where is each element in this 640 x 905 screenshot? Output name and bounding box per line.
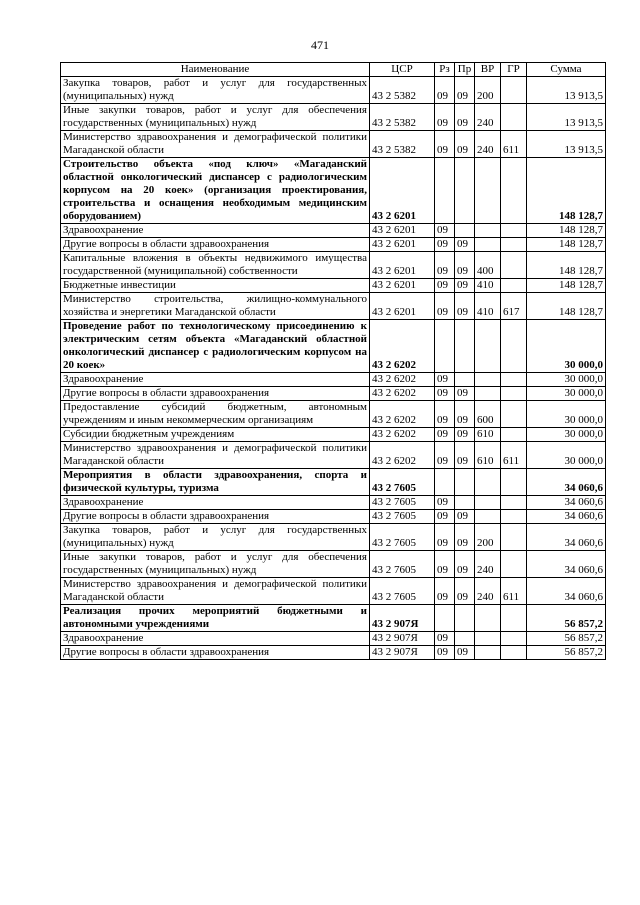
header-vr: ВР	[475, 63, 501, 77]
cell-name: Предоставление субсидий бюджетным, автономным учреждениям и иным некоммерческим организациям	[61, 401, 370, 428]
table-row	[61, 578, 606, 605]
cell-sum: 148 128,7	[527, 279, 606, 293]
cell-csr: 43 2 6202	[370, 442, 435, 469]
cell-vr: 240	[475, 551, 501, 578]
header-pr: Пр	[455, 63, 475, 77]
cell-pr: 09	[455, 428, 475, 442]
cell-csr: 43 2 5382	[370, 131, 435, 158]
cell-rz: 09	[435, 551, 455, 578]
cell-gr	[501, 224, 527, 238]
table-row	[61, 387, 606, 401]
cell-csr: 43 2 907Я	[370, 632, 435, 646]
header-name: Наименование	[61, 63, 370, 77]
cell-name: Министерство строительства, жилищно-коммунального хозяйства и энергетики Магаданской области	[61, 293, 370, 320]
cell-sum: 30 000,0	[527, 387, 606, 401]
cell-csr: 43 2 6201	[370, 238, 435, 252]
cell-csr: 43 2 7605	[370, 469, 435, 496]
cell-gr	[501, 401, 527, 428]
cell-rz: 09	[435, 632, 455, 646]
cell-sum: 34 060,6	[527, 578, 606, 605]
table-row	[61, 238, 606, 252]
cell-csr: 43 2 6202	[370, 373, 435, 387]
cell-gr	[501, 373, 527, 387]
cell-rz: 09	[435, 401, 455, 428]
table-row	[61, 104, 606, 131]
cell-pr: 09	[455, 524, 475, 551]
cell-vr	[475, 320, 501, 373]
cell-vr: 610	[475, 428, 501, 442]
cell-gr	[501, 632, 527, 646]
cell-gr	[501, 387, 527, 401]
cell-gr	[501, 279, 527, 293]
cell-sum: 30 000,0	[527, 320, 606, 373]
cell-vr: 200	[475, 77, 501, 104]
cell-vr	[475, 469, 501, 496]
cell-csr: 43 2 6201	[370, 252, 435, 279]
cell-csr: 43 2 6202	[370, 387, 435, 401]
cell-pr: 09	[455, 442, 475, 469]
table-row	[61, 320, 606, 373]
cell-sum: 148 128,7	[527, 252, 606, 279]
cell-gr	[501, 158, 527, 224]
cell-sum: 13 913,5	[527, 131, 606, 158]
cell-csr: 43 2 7605	[370, 551, 435, 578]
cell-pr: 09	[455, 77, 475, 104]
cell-vr	[475, 373, 501, 387]
cell-csr: 43 2 6201	[370, 279, 435, 293]
cell-csr: 43 2 7605	[370, 496, 435, 510]
cell-csr: 43 2 6201	[370, 158, 435, 224]
cell-rz: 09	[435, 578, 455, 605]
table-row	[61, 131, 606, 158]
cell-name: Здравоохранение	[61, 373, 370, 387]
cell-pr: 09	[455, 387, 475, 401]
cell-rz: 09	[435, 131, 455, 158]
table-row	[61, 401, 606, 428]
cell-sum: 34 060,6	[527, 551, 606, 578]
cell-gr	[501, 496, 527, 510]
cell-csr: 43 2 6201	[370, 224, 435, 238]
cell-csr: 43 2 7605	[370, 524, 435, 551]
cell-rz: 09	[435, 252, 455, 279]
cell-pr	[455, 158, 475, 224]
cell-pr	[455, 469, 475, 496]
cell-vr	[475, 632, 501, 646]
cell-name: Мероприятия в области здравоохранения, спорта и физической культуры, туризма	[61, 469, 370, 496]
cell-csr: 43 2 6202	[370, 428, 435, 442]
cell-pr	[455, 373, 475, 387]
cell-rz: 09	[435, 104, 455, 131]
cell-rz: 09	[435, 646, 455, 660]
cell-vr	[475, 224, 501, 238]
cell-name: Министерство здравоохранения и демографической политики Магаданской области	[61, 131, 370, 158]
cell-vr: 410	[475, 279, 501, 293]
cell-name: Здравоохранение	[61, 496, 370, 510]
header-row	[61, 63, 606, 77]
cell-rz: 09	[435, 77, 455, 104]
header-rz: Рз	[435, 63, 455, 77]
table-row	[61, 428, 606, 442]
table-row	[61, 442, 606, 469]
cell-name: Министерство здравоохранения и демографической политики Магаданской области	[61, 442, 370, 469]
table-row	[61, 632, 606, 646]
cell-pr: 09	[455, 104, 475, 131]
header-sum: Сумма	[527, 63, 606, 77]
page-number: 471	[311, 38, 329, 52]
cell-name: Здравоохранение	[61, 632, 370, 646]
cell-rz: 09	[435, 428, 455, 442]
cell-sum: 56 857,2	[527, 605, 606, 632]
cell-pr: 09	[455, 646, 475, 660]
cell-csr: 43 2 6202	[370, 401, 435, 428]
table-row	[61, 469, 606, 496]
cell-csr: 43 2 6201	[370, 293, 435, 320]
cell-vr: 410	[475, 293, 501, 320]
cell-sum: 34 060,6	[527, 469, 606, 496]
cell-pr	[455, 320, 475, 373]
cell-rz: 09	[435, 524, 455, 551]
cell-vr: 600	[475, 401, 501, 428]
cell-gr	[501, 510, 527, 524]
cell-gr	[501, 605, 527, 632]
budget-table	[60, 62, 606, 660]
cell-csr: 43 2 907Я	[370, 605, 435, 632]
cell-pr: 09	[455, 401, 475, 428]
cell-pr: 09	[455, 510, 475, 524]
cell-gr	[501, 428, 527, 442]
cell-name: Бюджетные инвестиции	[61, 279, 370, 293]
header-gr: ГР	[501, 63, 527, 77]
cell-csr: 43 2 7605	[370, 578, 435, 605]
cell-gr: 617	[501, 293, 527, 320]
cell-sum: 30 000,0	[527, 428, 606, 442]
table-row	[61, 158, 606, 224]
cell-gr	[501, 469, 527, 496]
cell-gr: 611	[501, 578, 527, 605]
cell-sum: 56 857,2	[527, 632, 606, 646]
cell-sum: 148 128,7	[527, 293, 606, 320]
header-csr: ЦСР	[370, 63, 435, 77]
cell-rz: 09	[435, 224, 455, 238]
cell-rz: 09	[435, 238, 455, 252]
cell-csr: 43 2 7605	[370, 510, 435, 524]
table-row	[61, 252, 606, 279]
cell-name: Здравоохранение	[61, 224, 370, 238]
cell-gr	[501, 104, 527, 131]
cell-vr	[475, 496, 501, 510]
cell-name: Иные закупки товаров, работ и услуг для обеспечения государственных (муниципальных) нужд	[61, 104, 370, 131]
cell-pr: 09	[455, 252, 475, 279]
cell-vr	[475, 158, 501, 224]
cell-vr: 240	[475, 104, 501, 131]
cell-csr: 43 2 907Я	[370, 646, 435, 660]
cell-vr: 200	[475, 524, 501, 551]
cell-gr	[501, 524, 527, 551]
cell-name: Другие вопросы в области здравоохранения	[61, 510, 370, 524]
cell-rz: 09	[435, 373, 455, 387]
table-row	[61, 551, 606, 578]
cell-name: Другие вопросы в области здравоохранения	[61, 646, 370, 660]
cell-gr	[501, 77, 527, 104]
cell-sum: 34 060,6	[527, 524, 606, 551]
cell-pr	[455, 496, 475, 510]
table-row	[61, 605, 606, 632]
cell-pr	[455, 632, 475, 646]
cell-rz	[435, 158, 455, 224]
cell-sum: 30 000,0	[527, 401, 606, 428]
cell-pr: 09	[455, 551, 475, 578]
cell-vr: 240	[475, 131, 501, 158]
cell-vr	[475, 238, 501, 252]
cell-name: Другие вопросы в области здравоохранения	[61, 238, 370, 252]
cell-vr: 610	[475, 442, 501, 469]
cell-sum: 30 000,0	[527, 373, 606, 387]
cell-name: Реализация прочих мероприятий бюджетными и автономными учреждениями	[61, 605, 370, 632]
cell-csr: 43 2 5382	[370, 104, 435, 131]
cell-vr	[475, 510, 501, 524]
cell-sum: 34 060,6	[527, 510, 606, 524]
cell-gr	[501, 551, 527, 578]
cell-rz: 09	[435, 442, 455, 469]
cell-sum: 30 000,0	[527, 442, 606, 469]
table-row	[61, 224, 606, 238]
cell-name: Проведение работ по технологическому присоединению к электрическим сетям объекта «Магаданский областной онкологический диспансер с радиологическим корпусом на 20 коек»	[61, 320, 370, 373]
table-row	[61, 293, 606, 320]
cell-pr: 09	[455, 131, 475, 158]
cell-sum: 34 060,6	[527, 496, 606, 510]
cell-vr	[475, 387, 501, 401]
cell-rz: 09	[435, 279, 455, 293]
cell-pr	[455, 605, 475, 632]
cell-name: Другие вопросы в области здравоохранения	[61, 387, 370, 401]
cell-sum: 148 128,7	[527, 158, 606, 224]
table-row	[61, 373, 606, 387]
cell-rz	[435, 605, 455, 632]
cell-sum: 56 857,2	[527, 646, 606, 660]
cell-pr	[455, 224, 475, 238]
cell-pr: 09	[455, 293, 475, 320]
cell-rz: 09	[435, 496, 455, 510]
cell-pr: 09	[455, 238, 475, 252]
cell-rz: 09	[435, 387, 455, 401]
cell-csr: 43 2 6202	[370, 320, 435, 373]
cell-name: Министерство здравоохранения и демографической политики Магаданской области	[61, 578, 370, 605]
cell-pr: 09	[455, 578, 475, 605]
cell-gr	[501, 238, 527, 252]
cell-pr: 09	[455, 279, 475, 293]
cell-name: Иные закупки товаров, работ и услуг для обеспечения государственных (муниципальных) нужд	[61, 551, 370, 578]
cell-name: Закупка товаров, работ и услуг для государственных (муниципальных) нужд	[61, 524, 370, 551]
cell-gr: 611	[501, 442, 527, 469]
cell-gr: 611	[501, 131, 527, 158]
cell-name: Субсидии бюджетным учреждениям	[61, 428, 370, 442]
table-row	[61, 510, 606, 524]
cell-rz	[435, 469, 455, 496]
cell-vr: 400	[475, 252, 501, 279]
cell-gr	[501, 646, 527, 660]
cell-rz: 09	[435, 293, 455, 320]
cell-sum: 148 128,7	[527, 238, 606, 252]
cell-name: Строительство объекта «под ключ» «Магаданский областной онкологический диспансер с радиологическим корпусом на 20 коек» (организация проектирования, строительства и оснащения необходимым медицинским оборудованием)	[61, 158, 370, 224]
cell-vr	[475, 646, 501, 660]
cell-sum: 13 913,5	[527, 104, 606, 131]
cell-gr	[501, 320, 527, 373]
table-row	[61, 496, 606, 510]
cell-csr: 43 2 5382	[370, 77, 435, 104]
cell-rz	[435, 320, 455, 373]
cell-rz: 09	[435, 510, 455, 524]
cell-name: Капитальные вложения в объекты недвижимого имущества государственной (муниципальной) собственности	[61, 252, 370, 279]
cell-name: Закупка товаров, работ и услуг для государственных (муниципальных) нужд	[61, 77, 370, 104]
cell-sum: 13 913,5	[527, 77, 606, 104]
table-row	[61, 279, 606, 293]
cell-gr	[501, 252, 527, 279]
cell-vr: 240	[475, 578, 501, 605]
table-row	[61, 524, 606, 551]
cell-vr	[475, 605, 501, 632]
table-row	[61, 77, 606, 104]
cell-sum: 148 128,7	[527, 224, 606, 238]
table-row	[61, 646, 606, 660]
